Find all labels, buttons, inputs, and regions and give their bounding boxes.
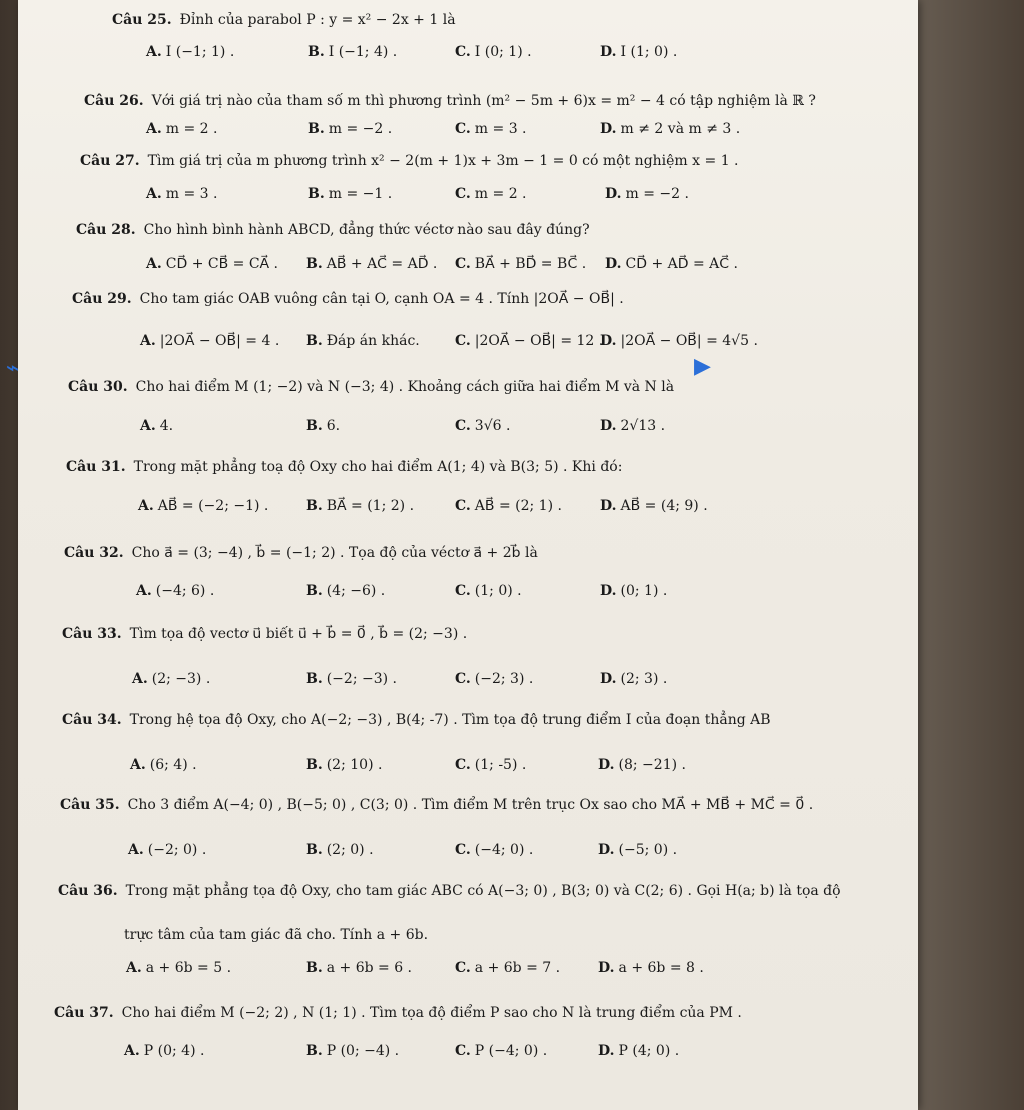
answer-option-a <box>140 418 173 434</box>
option-letter: D. <box>600 498 617 514</box>
option-text: m = −2 . <box>625 186 689 202</box>
option-letter: A. <box>146 186 162 202</box>
question-text: Cho hình bình hành ABCD, đẳng thức véctơ nào sau đây đúng? <box>143 222 590 238</box>
option-text: P (−4; 0) . <box>474 1043 548 1059</box>
question-33 <box>62 626 467 642</box>
answer-option-a <box>146 186 217 202</box>
answer-option-d <box>605 256 738 272</box>
answer-option-b <box>306 757 382 773</box>
question-30 <box>68 379 674 395</box>
option-letter: A. <box>146 121 162 137</box>
answer-option-c <box>455 757 526 773</box>
option-text: (2; −3) . <box>151 671 211 687</box>
answer-option-c <box>455 44 532 60</box>
option-text: a + 6b = 8 . <box>618 960 704 976</box>
option-letter: B. <box>308 121 325 137</box>
answer-option-d <box>600 333 758 349</box>
question-29 <box>72 291 624 307</box>
answer-option-c <box>455 842 533 858</box>
option-text: I (−1; 4) . <box>328 44 398 60</box>
answer-option-a <box>140 333 279 349</box>
answer-option-b <box>306 583 385 599</box>
option-text: (8; −21) . <box>618 757 686 773</box>
answer-option-a <box>126 960 231 976</box>
option-text: |2OA⃗ − OB⃗| = 4√5 . <box>620 333 758 349</box>
option-letter: D. <box>600 671 617 687</box>
option-letter: D. <box>605 186 622 202</box>
option-text: (6; 4) . <box>149 757 197 773</box>
question-28 <box>76 222 590 238</box>
option-letter: D. <box>600 121 617 137</box>
option-letter: C. <box>455 1043 471 1059</box>
question-text: Cho tam giác OAB vuông cân tại O, cạnh OA = 4 . Tính |2OA⃗ − OB⃗| . <box>139 291 624 307</box>
option-text: P (4; 0) . <box>618 1043 680 1059</box>
question-number: Câu 32. <box>64 545 124 561</box>
question-text: Cho 3 điểm A(−4; 0) , B(−5; 0) , C(3; 0) . Tìm điểm M trên trục Ox sao cho MA⃗ + MB⃗ + MC⃗ = 0⃗ . <box>127 797 814 813</box>
option-text: I (0; 1) . <box>474 44 532 60</box>
question-25 <box>112 12 456 28</box>
answer-option-a <box>146 121 217 137</box>
option-text: 2√13 . <box>620 418 666 434</box>
option-letter: C. <box>455 583 471 599</box>
option-letter: B. <box>306 333 323 349</box>
answer-option-b <box>306 256 437 272</box>
blue-sticker-icon: ▶ <box>694 354 711 379</box>
answer-option-d <box>600 44 677 60</box>
question-35 <box>60 797 813 813</box>
answer-option-d <box>598 1043 679 1059</box>
question-text: Trong mặt phẳng toạ độ Oxy cho hai điểm A(1; 4) và B(3; 5) . Khi đó: <box>133 459 623 475</box>
option-letter: D. <box>600 418 617 434</box>
answer-option-b <box>306 333 420 349</box>
option-text: a + 6b = 6 . <box>326 960 413 976</box>
question-37 <box>54 1005 742 1021</box>
answer-option-a <box>124 1043 204 1059</box>
option-letter: C. <box>455 960 471 976</box>
answer-option-b <box>308 121 392 137</box>
question-number: Câu 34. <box>62 712 122 728</box>
answer-option-b <box>306 1043 399 1059</box>
answer-option-c <box>455 256 586 272</box>
option-letter: C. <box>455 842 471 858</box>
option-text: (−5; 0) . <box>618 842 678 858</box>
option-text: (2; 3) . <box>620 671 668 687</box>
option-text: m = −1 . <box>328 186 393 202</box>
option-letter: C. <box>455 671 471 687</box>
question-number: Câu 27. <box>80 153 140 169</box>
answer-option-d <box>600 418 665 434</box>
question-34 <box>62 712 771 728</box>
question-number: Câu 29. <box>72 291 132 307</box>
question-number: Câu 31. <box>66 459 126 475</box>
option-letter: C. <box>455 121 471 137</box>
option-letter: B. <box>306 960 323 976</box>
option-text: (4; −6) . <box>326 583 386 599</box>
question-36 <box>58 883 841 899</box>
question-text: Trong hệ tọa độ Oxy, cho A(−2; −3) , B(4; -7) . Tìm tọa độ trung điểm I của đoạn thẳng AB <box>129 712 771 728</box>
option-text: CD⃗ + CB⃗ = CA⃗ . <box>165 256 279 272</box>
answer-option-a <box>128 842 206 858</box>
question-number: Câu 28. <box>76 222 136 238</box>
option-letter: B. <box>308 186 325 202</box>
question-text: Cho hai điểm M (−2; 2) , N (1; 1) . Tìm tọa độ điểm P sao cho N là trung điểm của PM . <box>121 1005 742 1021</box>
option-letter: A. <box>128 842 144 858</box>
answer-option-d <box>598 757 686 773</box>
option-text: (1; -5) . <box>474 757 527 773</box>
option-letter: A. <box>136 583 152 599</box>
question-text: Cho hai điểm M (1; −2) và N (−3; 4) . Khoảng cách giữa hai điểm M và N là <box>135 379 675 395</box>
option-letter: A. <box>140 418 156 434</box>
answer-option-b <box>306 842 374 858</box>
option-text: I (−1; 1) . <box>165 44 235 60</box>
answer-option-b <box>308 44 397 60</box>
answer-option-b <box>306 418 340 434</box>
option-text: (−4; 0) . <box>474 842 534 858</box>
answer-option-b <box>306 498 414 514</box>
option-text: AB⃗ = (2; 1) . <box>474 498 562 514</box>
answer-option-b <box>306 671 397 687</box>
option-text: AB⃗ = (4; 9) . <box>620 498 708 514</box>
option-letter: A. <box>138 498 154 514</box>
answer-option-c <box>455 1043 547 1059</box>
answer-option-a <box>146 44 234 60</box>
option-letter: B. <box>306 1043 323 1059</box>
option-letter: D. <box>600 44 617 60</box>
option-letter: D. <box>605 256 622 272</box>
answer-option-c <box>455 418 510 434</box>
answer-option-c <box>455 498 562 514</box>
option-letter: D. <box>598 960 615 976</box>
option-text: m = 2 . <box>474 186 527 202</box>
option-text: Đáp án khác. <box>326 333 420 349</box>
option-text: P (0; 4) . <box>143 1043 205 1059</box>
answer-option-a <box>136 583 214 599</box>
answer-option-a <box>146 256 278 272</box>
option-text: (2; 10) . <box>326 757 383 773</box>
option-text: 3√6 . <box>474 418 511 434</box>
question-number: Câu 36. <box>58 883 118 899</box>
option-text: (−2; 3) . <box>474 671 534 687</box>
option-text: (−2; −3) . <box>326 671 397 687</box>
option-letter: B. <box>306 256 323 272</box>
option-text: (2; 0) . <box>326 842 374 858</box>
question-text: Tìm giá trị của m phương trình x² − 2(m + 1)x + 3m − 1 = 0 có một nghiệm x = 1 . <box>147 153 739 169</box>
option-text: a + 6b = 5 . <box>145 960 232 976</box>
option-letter: A. <box>124 1043 140 1059</box>
option-text: I (1; 0) . <box>620 44 678 60</box>
option-text: m = −2 . <box>328 121 393 137</box>
option-letter: C. <box>455 256 471 272</box>
question-text-continued: trực tâm của tam giác đã cho. Tính a + 6b. <box>124 927 429 943</box>
question-31 <box>66 459 622 475</box>
answer-option-d <box>600 583 667 599</box>
option-text: m = 3 . <box>474 121 527 137</box>
answer-option-d <box>605 186 689 202</box>
option-text: AB⃗ = (−2; −1) . <box>157 498 269 514</box>
question-number: Câu 30. <box>68 379 128 395</box>
answer-option-d <box>600 671 667 687</box>
option-text: |2OA⃗ − OB⃗| = 12 . <box>474 333 604 349</box>
option-letter: C. <box>455 44 471 60</box>
option-text: BA⃗ + BD⃗ = BC⃗ . <box>474 256 587 272</box>
option-letter: D. <box>598 757 615 773</box>
option-letter: D. <box>598 1043 615 1059</box>
option-letter: D. <box>600 583 617 599</box>
answer-option-d <box>598 960 704 976</box>
answer-option-c <box>455 121 527 137</box>
answer-option-a <box>132 671 210 687</box>
question-text: Đỉnh của parabol P : y = x² − 2x + 1 là <box>179 12 456 28</box>
answer-option-c <box>455 186 527 202</box>
question-number: Câu 26. <box>84 93 144 109</box>
answer-option-d <box>600 498 708 514</box>
option-text: m = 2 . <box>165 121 218 137</box>
question-text: Cho a⃗ = (3; −4) , b⃗ = (−1; 2) . Tọa độ của véctơ a⃗ + 2b⃗ là <box>131 545 538 561</box>
question-number: Câu 33. <box>62 626 122 642</box>
answer-option-a <box>138 498 268 514</box>
answer-option-b <box>308 186 392 202</box>
answer-option-c <box>455 671 533 687</box>
option-letter: A. <box>126 960 142 976</box>
option-letter: B. <box>306 671 323 687</box>
option-text: (−4; 6) . <box>155 583 215 599</box>
answer-option-d <box>598 842 677 858</box>
option-letter: D. <box>598 842 615 858</box>
question-number: Câu 35. <box>60 797 120 813</box>
option-text: (−2; 0) . <box>147 842 207 858</box>
question-text: Trong mặt phẳng tọa độ Oxy, cho tam giác ABC có A(−3; 0) , B(3; 0) và C(2; 6) . Gọi H(a; b) là tọa độ <box>125 883 841 899</box>
option-letter: A. <box>140 333 156 349</box>
option-letter: B. <box>306 498 323 514</box>
option-text: BA⃗ = (1; 2) . <box>326 498 415 514</box>
question-text: Với giá trị nào của tham số m thì phương trình (m² − 5m + 6)x = m² − 4 có tập nghiệm là ℝ ? <box>151 93 816 109</box>
answer-option-d <box>600 121 740 137</box>
option-letter: B. <box>306 418 323 434</box>
option-text: CD⃗ + AD⃗ = AC⃗ . <box>625 256 738 272</box>
option-letter: C. <box>455 757 471 773</box>
question-number: Câu 25. <box>112 12 172 28</box>
option-letter: B. <box>306 757 323 773</box>
question-text: Tìm tọa độ vectơ u⃗ biết u⃗ + b⃗ = 0⃗ , b⃗ = (2; −3) . <box>129 626 468 642</box>
option-letter: A. <box>146 256 162 272</box>
option-letter: C. <box>455 498 471 514</box>
answer-option-c <box>455 333 603 349</box>
ring-binder-icon: ⌁ <box>6 356 20 381</box>
option-letter: B. <box>306 583 323 599</box>
option-letter: C. <box>455 186 471 202</box>
option-letter: A. <box>132 671 148 687</box>
answer-option-c <box>455 583 522 599</box>
option-text: 4. <box>159 418 174 434</box>
option-text: |2OA⃗ − OB⃗| = 4 . <box>159 333 280 349</box>
question-number: Câu 37. <box>54 1005 114 1021</box>
option-text: 6. <box>326 418 341 434</box>
option-letter: A. <box>130 757 146 773</box>
option-text: (1; 0) . <box>474 583 522 599</box>
option-letter: C. <box>455 333 471 349</box>
option-letter: A. <box>146 44 162 60</box>
answer-option-c <box>455 960 560 976</box>
answer-option-b <box>306 960 412 976</box>
option-text: m ≠ 2 và m ≠ 3 . <box>620 121 741 137</box>
option-letter: B. <box>306 842 323 858</box>
question-26 <box>84 93 816 109</box>
option-letter: C. <box>455 418 471 434</box>
option-text: a + 6b = 7 . <box>474 960 561 976</box>
answer-option-a <box>130 757 197 773</box>
option-letter: D. <box>600 333 617 349</box>
option-text: (0; 1) . <box>620 583 668 599</box>
option-text: P (0; −4) . <box>326 1043 400 1059</box>
option-text: m = 3 . <box>165 186 218 202</box>
option-text: AB⃗ + AC⃗ = AD⃗ . <box>326 256 438 272</box>
question-27 <box>80 153 739 169</box>
question-32 <box>64 545 538 561</box>
option-letter: B. <box>308 44 325 60</box>
